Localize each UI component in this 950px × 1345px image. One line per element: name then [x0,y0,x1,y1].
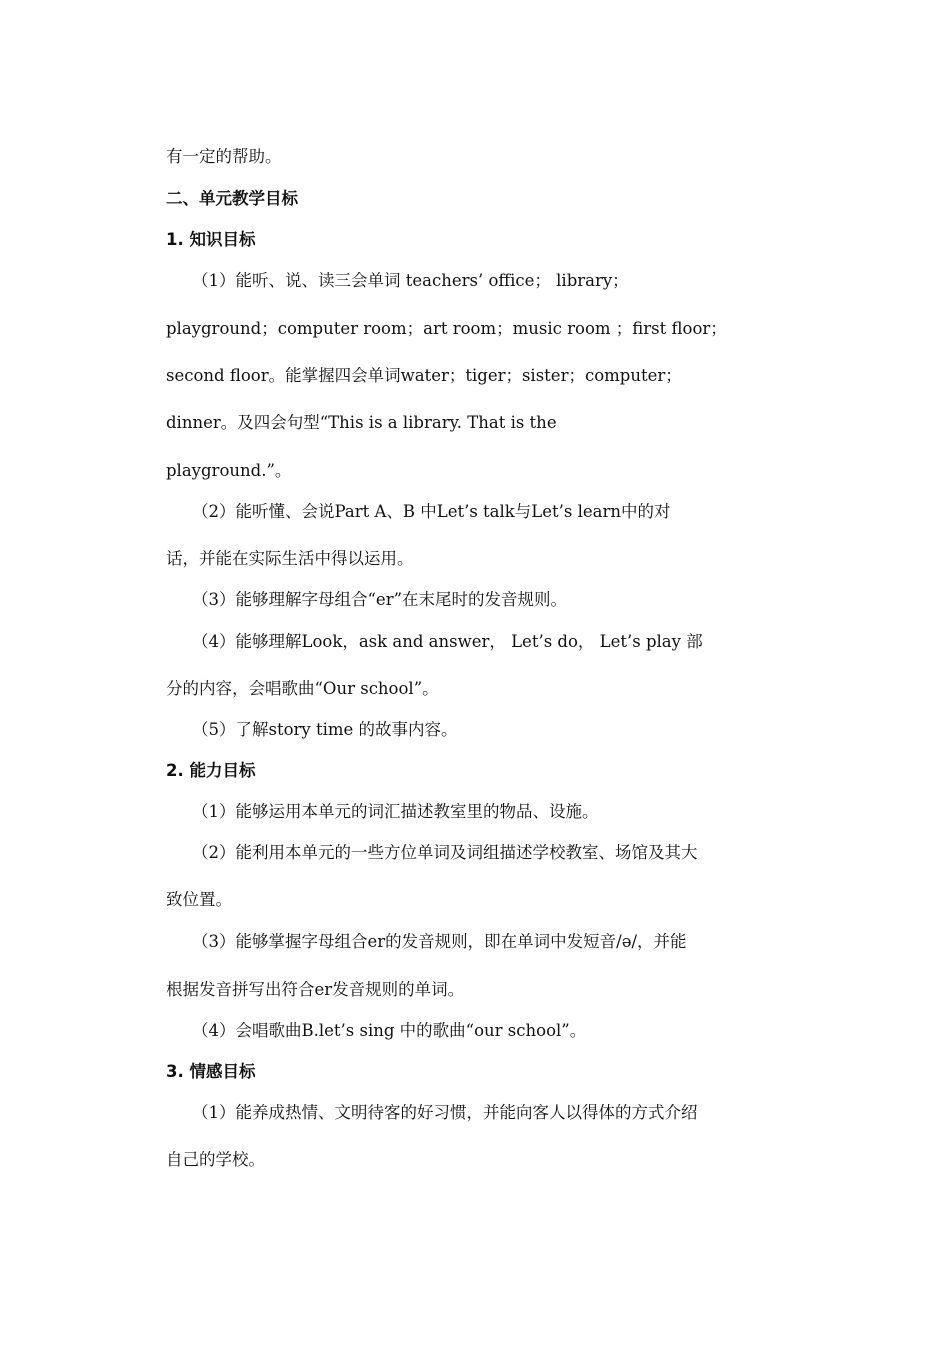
paragraph-line: （4）会唱歌曲B.let’s sing 中的歌曲“our school”。 [192,1021,587,1040]
paragraph-line: 分的内容，会唱歌曲“Our school”。 [166,679,439,698]
subsection-heading: 2. 能力目标 [166,761,256,780]
paragraph-line: （3）能够掌握字母组合er的发音规则，即在单词中发短音/ə/，并能 [192,932,687,951]
paragraph-line: （1）能听、说、读三会单词 teachers’ office； library； [192,271,629,290]
paragraph-line: （4）能够理解Look，ask and answer， Let’s do， Let’s play 部 [192,632,703,651]
subsection-heading: 3. 情感目标 [166,1062,256,1081]
paragraph-line: 话，并能在实际生活中得以运用。 [166,549,414,568]
paragraph-line: （1）能够运用本单元的词汇描述教室里的物品、设施。 [192,802,599,821]
paragraph-line: （2）能利用本单元的一些方位单词及词组描述学校教室、场馆及其大 [192,843,698,862]
paragraph-line: 根据发音拼写出符合er发音规则的单词。 [166,980,465,999]
subsection-heading: 1. 知识目标 [166,230,256,249]
paragraph-line: second floor。能掌握四会单词water；tiger；sister；computer； [166,366,682,385]
paragraph-line: 自己的学校。 [166,1150,265,1169]
paragraph-line: （3）能够理解字母组合“er”在末尾时的发音规则。 [192,590,568,609]
paragraph-line: 有一定的帮助。 [166,147,282,166]
paragraph-line: playground；computer room；art room；music room ；first floor； [166,319,727,338]
paragraph-line: dinner。及四会句型“This is a library. That is the [166,413,557,432]
paragraph-line: （2）能听懂、会说Part A、B 中Let’s talk与Let’s learn中的对 [192,502,671,521]
paragraph-line: （5）了解story time 的故事内容。 [192,720,458,739]
paragraph-line: 致位置。 [166,890,232,909]
paragraph-line: playground.”。 [166,461,292,480]
section-heading: 二、单元教学目标 [166,189,298,208]
paragraph-line: （1）能养成热情、文明待客的好习惯，并能向客人以得体的方式介绍 [192,1103,698,1122]
